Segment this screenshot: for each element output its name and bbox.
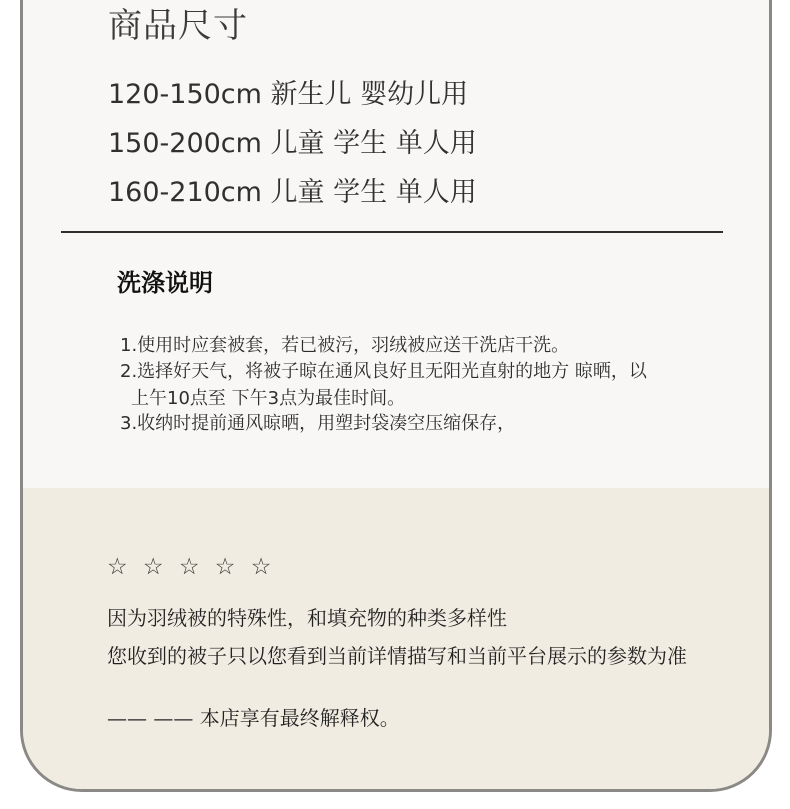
product-info-card xyxy=(20,0,772,792)
size-line: 160-210cm 儿童 学生 单人用 xyxy=(108,177,477,208)
star-rating-icons: ☆ ☆ ☆ ☆ ☆ xyxy=(107,554,276,580)
final-interpretation-notice: —— —— 本店享有最终解释权。 xyxy=(107,706,400,730)
wash-instruction-line: 1.使用时应套被套，若已被污，羽绒被应送干洗店干洗。 xyxy=(120,335,570,356)
section-divider xyxy=(61,231,723,233)
wash-instruction-line: 3.收纳时提前通风晾晒，用塑封袋凑空压缩保存， xyxy=(120,413,516,434)
notice-line: 您收到的被子只以您看到当前详情描写和当前平台展示的参数为准 xyxy=(107,644,687,668)
notice-line: 因为羽绒被的特殊性，和填充物的种类多样性 xyxy=(107,606,507,630)
wash-instruction-line: 上午10点至 下午3点为最佳时间。 xyxy=(131,388,406,409)
size-section-title: 商品尺寸 xyxy=(108,6,248,46)
wash-instruction-line: 2.选择好天气，将被子晾在通风良好且无阳光直射的地方 晾晒，以 xyxy=(120,361,647,382)
wash-section-title: 洗涤说明 xyxy=(117,269,213,297)
size-line: 150-200cm 儿童 学生 单人用 xyxy=(108,128,477,159)
size-line: 120-150cm 新生儿 婴幼儿用 xyxy=(108,79,469,110)
notice-panel xyxy=(23,488,769,789)
